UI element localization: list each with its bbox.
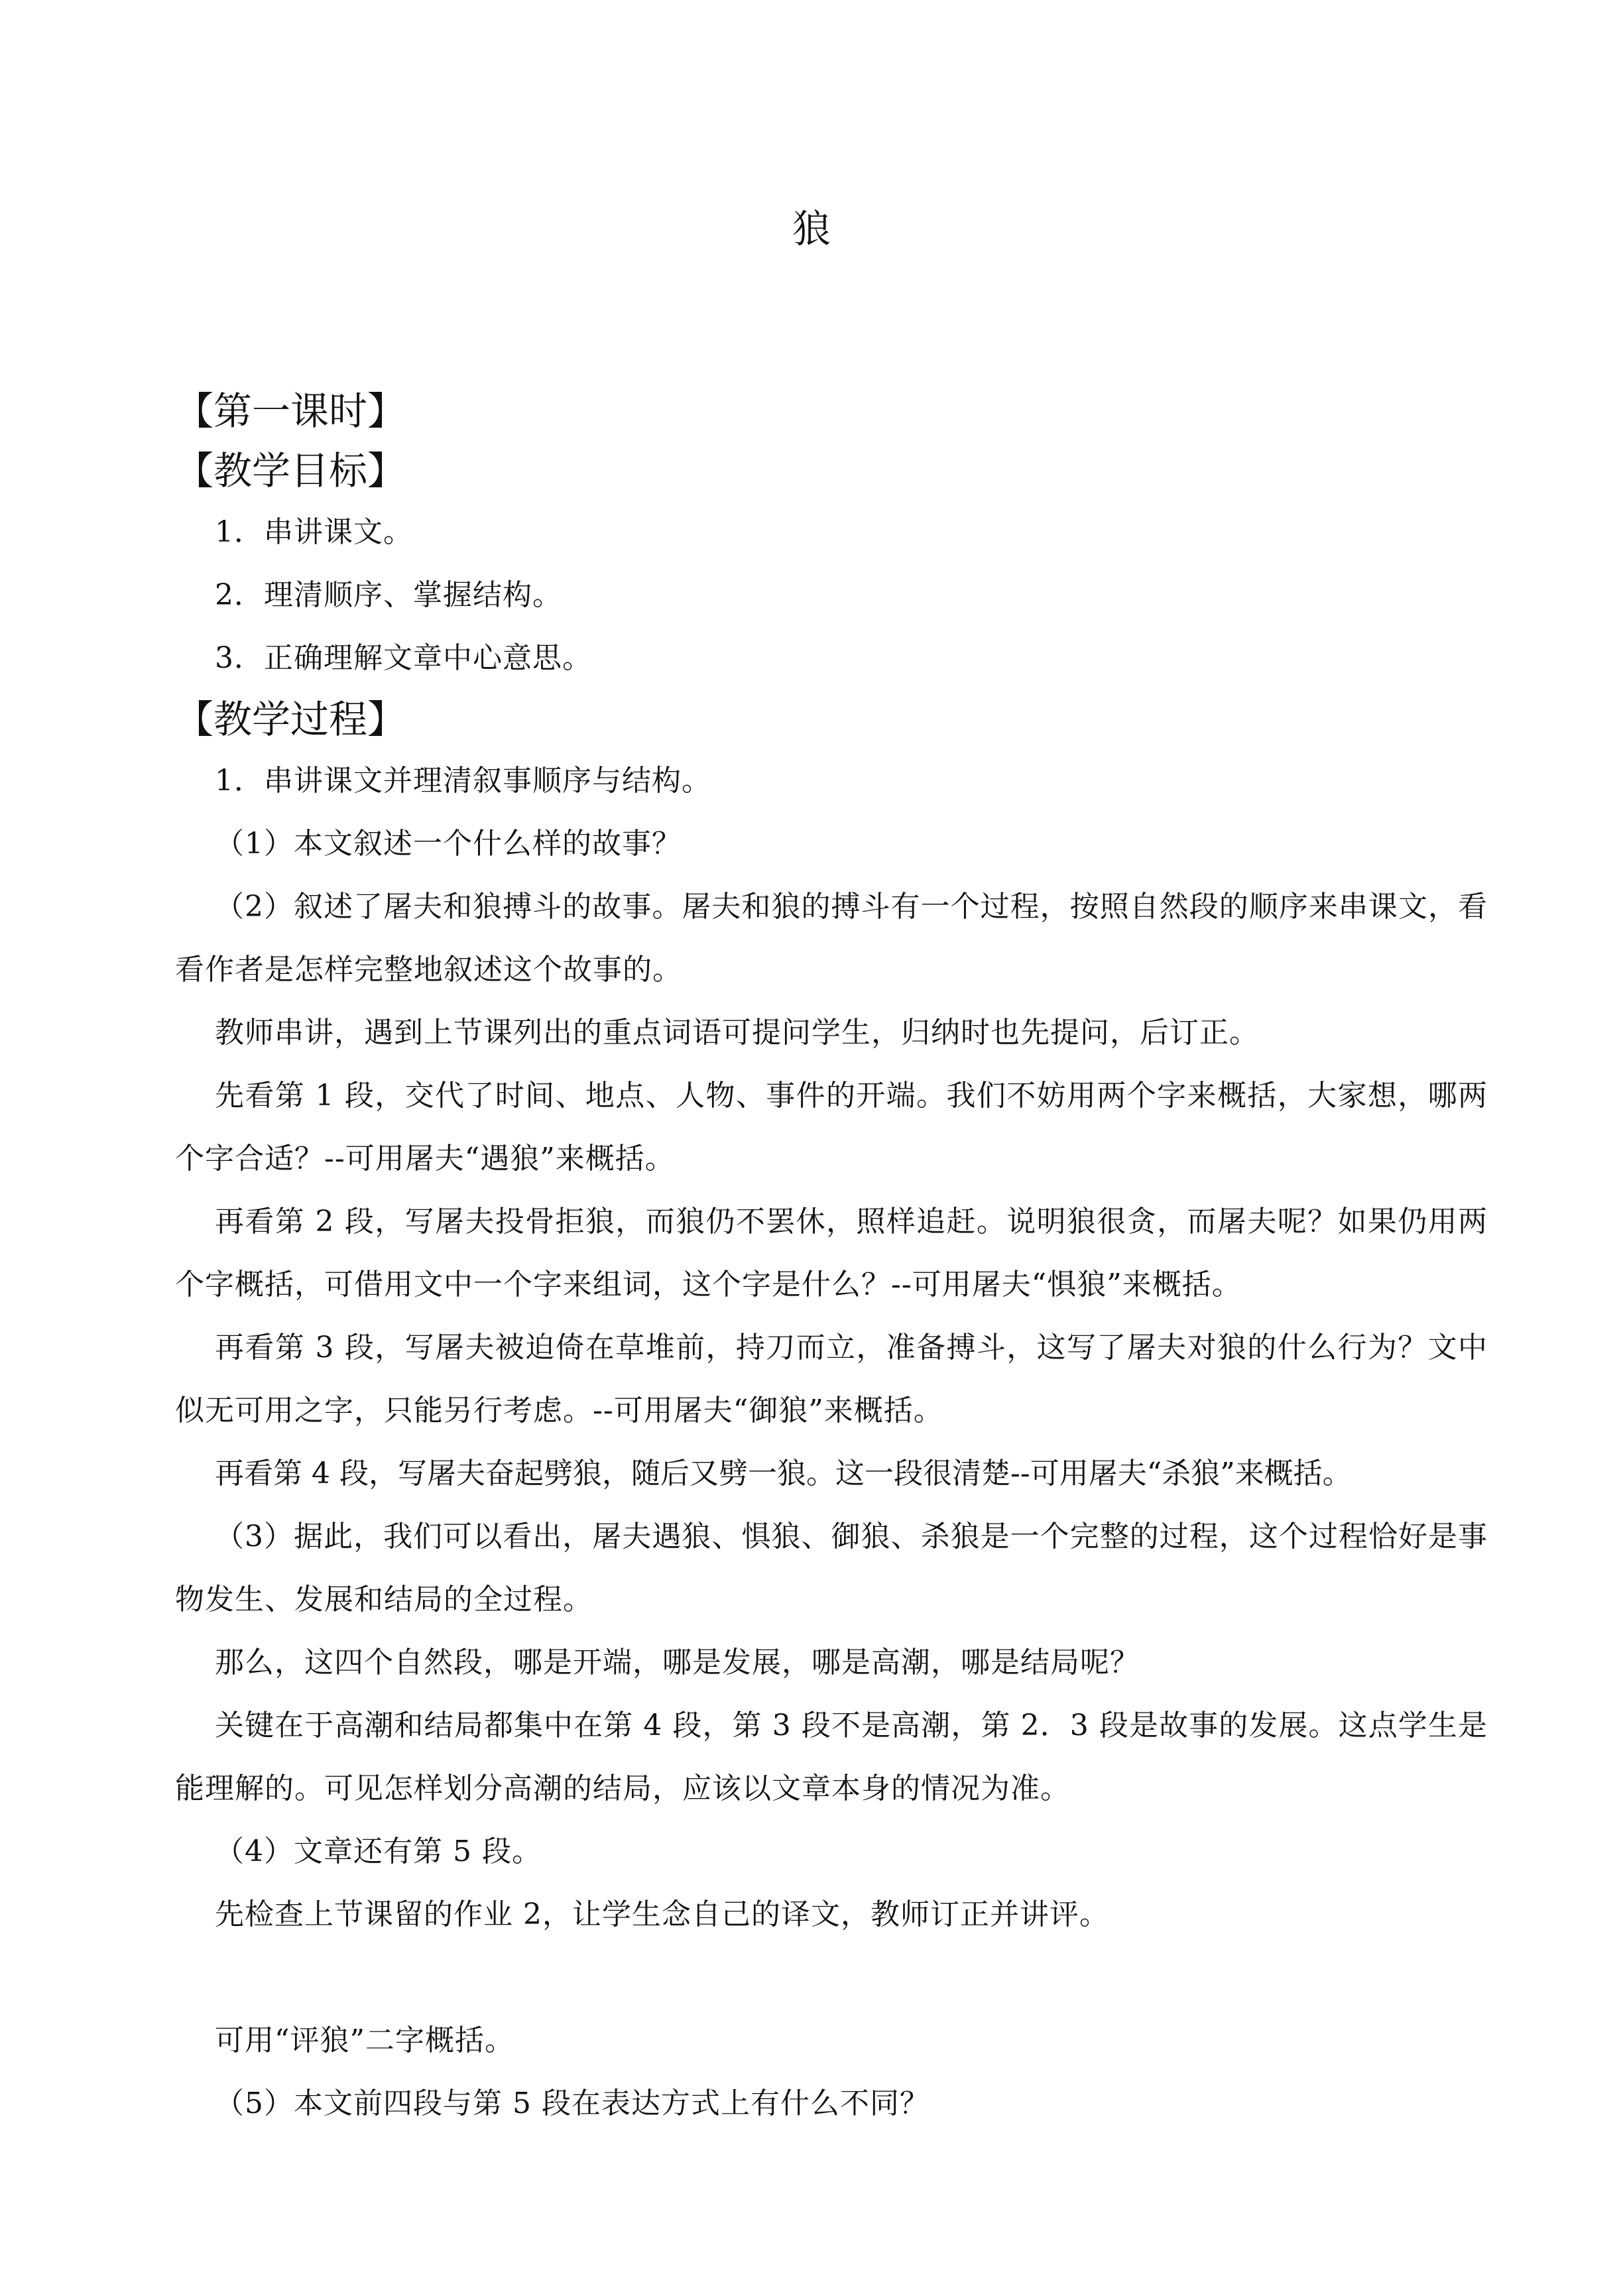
goals-heading: 【教学目标】: [175, 448, 406, 493]
paragraph: （1）本文叙述一个什么样的故事？: [215, 827, 682, 861]
paragraph: 先检查上节课留的作业 2，让学生念自己的译文，教师订正并讲评。: [215, 1898, 1109, 1931]
document-body: [175, 381, 1488, 2135]
goal-item: 3．正确理解文章中心意思。: [215, 641, 592, 675]
paragraph: 可用“评狼”二字概括。: [215, 2024, 514, 2057]
paragraph: 先看第 1 段，交代了时间、地点、人物、事件的开端。我们不妨用两个字来概括，大家想，哪两个字合适？--可用屠夫“遇狼”来概括。: [175, 1079, 1488, 1176]
paragraph: 那么，这四个自然段，哪是开端，哪是发展，哪是高潮，哪是结局呢？: [215, 1646, 1140, 1679]
goal-item: 1．串讲课文。: [215, 515, 413, 549]
paragraph: 再看第 3 段，写屠夫被迫倚在草堆前，持刀而立，准备搏斗，这写了屠夫对狼的什么行为？文中似无可用之字，只能另行考虑。--可用屠夫“御狼”来概括。: [175, 1331, 1488, 1427]
paragraph: （2）叙述了屠夫和狼搏斗的故事。屠夫和狼的搏斗有一个过程，按照自然段的顺序来串课文，看看作者是怎样完整地叙述这个故事的。: [175, 890, 1488, 987]
page-title: 狼: [792, 206, 831, 251]
paragraph: （3）据此，我们可以看出，屠夫遇狼、惧狼、御狼、杀狼是一个完整的过程，这个过程恰好是事物发生、发展和结局的全过程。: [175, 1520, 1488, 1616]
goal-item: 2．理清顺序、掌握结构。: [215, 578, 562, 612]
paragraph: 教师串讲，遇到上节课列出的重点词语可提问学生，归纳时也先提问，后订正。: [215, 1016, 1259, 1050]
paragraph: 关键在于高潮和结局都集中在第 4 段，第 3 段不是高潮，第 2．3 段是故事的发展。这点学生是能理解的。可见怎样划分高潮的结局，应该以文章本身的情况为准。: [175, 1709, 1488, 1805]
paragraph: （4）文章还有第 5 段。: [215, 1835, 542, 1868]
paragraph: 1．串讲课文并理清叙事顺序与结构。: [215, 764, 711, 798]
paragraph: （5）本文前四段与第 5 段在表达方式上有什么不同？: [215, 2086, 930, 2120]
paragraph: 再看第 4 段，写屠夫奋起劈狼，随后又劈一狼。这一段很清楚--可用屠夫“杀狼”来概括。: [215, 1457, 1352, 1490]
paragraph: 再看第 2 段，写屠夫投骨拒狼，而狼仍不罢休，照样追赶。说明狼很贪，而屠夫呢？如果仍用两个字概括，可借用文中一个字来组词，这个字是什么？--可用屠夫“惧狼”来概括。: [175, 1205, 1488, 1301]
blank-line: [175, 1946, 1488, 2009]
process-heading: 【教学过程】: [175, 697, 406, 742]
lesson-heading: 【第一课时】: [175, 389, 406, 434]
